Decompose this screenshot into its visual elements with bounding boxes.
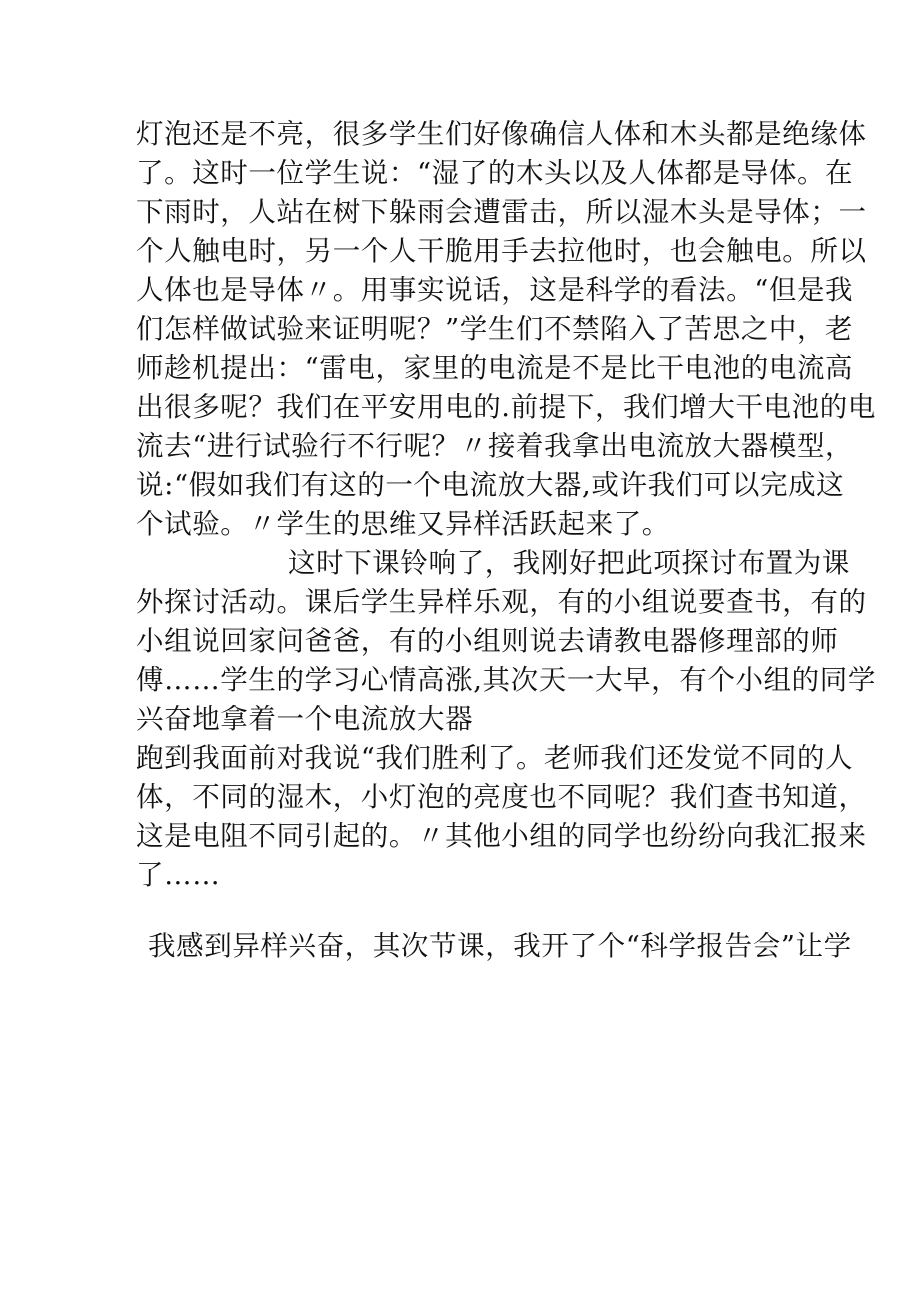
text-line: 小组说回家问爸爸，有的小组则说去请教电器修理部的师 xyxy=(136,625,839,657)
paragraph-first-line: 我感到异样兴奋，其次节课，我开了个“科学报告会”让学 xyxy=(148,930,852,962)
text-line: 个人触电时，另一个人干脆用手去拉他时，也会触电。所以 xyxy=(136,235,867,267)
paragraph-first-line: 这时下课铃响了，我刚好把此项探讨布置为课 xyxy=(288,547,850,579)
text-line: 人体也是导体〃。用事实说话，这是科学的看法。“但是我 xyxy=(136,274,854,306)
text-line: 傅……学生的学习心情高涨,其次天一大早，有个小组的同学 xyxy=(136,664,876,696)
text-line: 兴奋地拿着一个电流放大器 xyxy=(136,703,474,735)
text-line: 下雨时，人站在树下躲雨会遭雷击，所以湿木头是导体；一 xyxy=(136,196,867,228)
text-line: 说:“假如我们有这的一个电流放大器,或许我们可以完成这 xyxy=(136,469,845,501)
text-line: 流去“进行试验行不行呢？〃接着我拿出电流放大器模型， xyxy=(136,430,854,462)
text-line: 个试验。〃学生的思维又异样活跃起来了。 xyxy=(136,508,670,540)
text-line: 体，不同的湿木，小灯泡的亮度也不同呢？我们查书知道， xyxy=(136,781,867,813)
text-line: 了。这时一位学生说：“湿了的木头以及人体都是导体。在 xyxy=(136,157,854,189)
text-line: 外探讨活动。课后学生异样乐观，有的小组说要查书，有的 xyxy=(136,586,867,618)
text-line: 这是电阻不同引起的。〃其他小组的同学也纷纷向我汇报来 xyxy=(136,820,867,852)
text-line: 出很多呢？我们在平安用电的.前提下，我们增大干电池的电 xyxy=(136,391,876,423)
text-line: 了…… xyxy=(136,859,221,891)
text-line: 师趁机提出：“雷电，家里的电流是不是比干电池的电流高 xyxy=(136,352,854,384)
text-line: 灯泡还是不亮，很多学生们好像确信人体和木头都是绝缘体 xyxy=(136,118,867,150)
text-line: 们怎样做试验来证明呢？”学生们不禁陷入了苦思之中，老 xyxy=(136,313,854,345)
text-line: 跑到我面前对我说“我们胜利了。老师我们还发觉不同的人 xyxy=(136,742,854,774)
